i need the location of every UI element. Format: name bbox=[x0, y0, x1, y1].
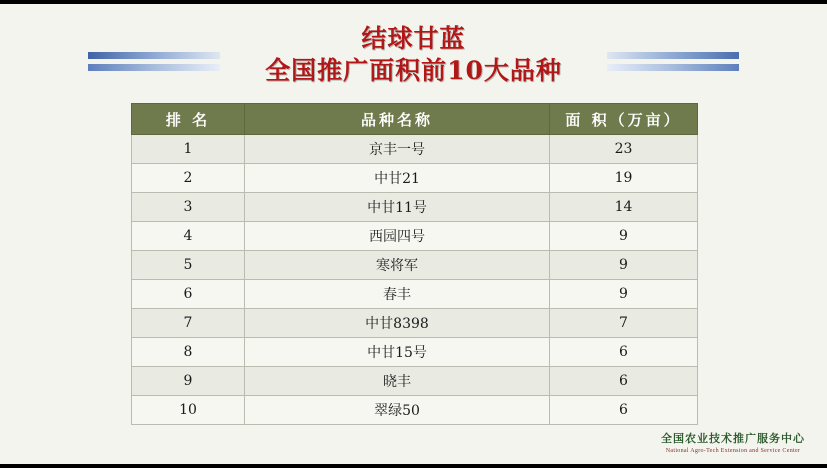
organization-footer bbox=[661, 430, 805, 454]
cell-rank: 1 bbox=[132, 135, 245, 164]
organization-name-en: National Agro-Tech Extension and Service Center bbox=[665, 448, 801, 454]
slide-title bbox=[0, 24, 827, 88]
cell-rank: 7 bbox=[132, 309, 245, 338]
cell-variety-name: 晓丰 bbox=[245, 367, 550, 396]
table-row bbox=[132, 309, 698, 338]
cell-rank: 4 bbox=[132, 222, 245, 251]
cell-variety-name: 中甘11号 bbox=[245, 193, 550, 222]
table-row bbox=[132, 367, 698, 396]
cell-variety-name: 春丰 bbox=[245, 280, 550, 309]
cell-variety-name: 中甘8398 bbox=[245, 309, 550, 338]
cell-variety-name: 京丰一号 bbox=[245, 135, 550, 164]
table-row bbox=[132, 164, 698, 193]
cell-area: 9 bbox=[550, 280, 698, 309]
cell-area: 19 bbox=[550, 164, 698, 193]
cell-area: 9 bbox=[550, 222, 698, 251]
table-header bbox=[132, 104, 698, 135]
varieties-table bbox=[131, 103, 698, 425]
cell-rank: 6 bbox=[132, 280, 245, 309]
top-letterbox-band bbox=[0, 0, 827, 4]
cell-area: 23 bbox=[550, 135, 698, 164]
table-row bbox=[132, 251, 698, 280]
table-body bbox=[132, 135, 698, 425]
table-header-row bbox=[132, 104, 698, 135]
title-line-1: 结球甘蓝 bbox=[361, 24, 466, 53]
bottom-letterbox-band bbox=[0, 464, 827, 468]
cell-variety-name: 中甘21 bbox=[245, 164, 550, 193]
table-row bbox=[132, 193, 698, 222]
cell-area: 6 bbox=[550, 367, 698, 396]
organization-name-cn: 全国农业技术推广服务中心 bbox=[661, 432, 805, 445]
column-header-rank: 排 名 bbox=[132, 104, 245, 135]
table-row bbox=[132, 396, 698, 425]
cell-variety-name: 翠绿50 bbox=[245, 396, 550, 425]
cell-area: 7 bbox=[550, 309, 698, 338]
cell-rank: 10 bbox=[132, 396, 245, 425]
cell-rank: 3 bbox=[132, 193, 245, 222]
column-header-area: 面 积（万亩） bbox=[550, 104, 698, 135]
cell-rank: 8 bbox=[132, 338, 245, 367]
cell-rank: 2 bbox=[132, 164, 245, 193]
cell-area: 9 bbox=[550, 251, 698, 280]
cell-area: 14 bbox=[550, 193, 698, 222]
table-row bbox=[132, 338, 698, 367]
cell-variety-name: 西园四号 bbox=[245, 222, 550, 251]
table-row bbox=[132, 135, 698, 164]
title-line-2: 全国推广面积前10大品种 bbox=[265, 56, 562, 85]
cell-variety-name: 中甘15号 bbox=[245, 338, 550, 367]
column-header-variety-name: 品种名称 bbox=[245, 104, 550, 135]
cell-area: 6 bbox=[550, 338, 698, 367]
varieties-table-wrapper bbox=[131, 103, 697, 425]
cell-rank: 9 bbox=[132, 367, 245, 396]
table-row bbox=[132, 280, 698, 309]
cell-variety-name: 寒将军 bbox=[245, 251, 550, 280]
table-row bbox=[132, 222, 698, 251]
cell-area: 6 bbox=[550, 396, 698, 425]
cell-rank: 5 bbox=[132, 251, 245, 280]
